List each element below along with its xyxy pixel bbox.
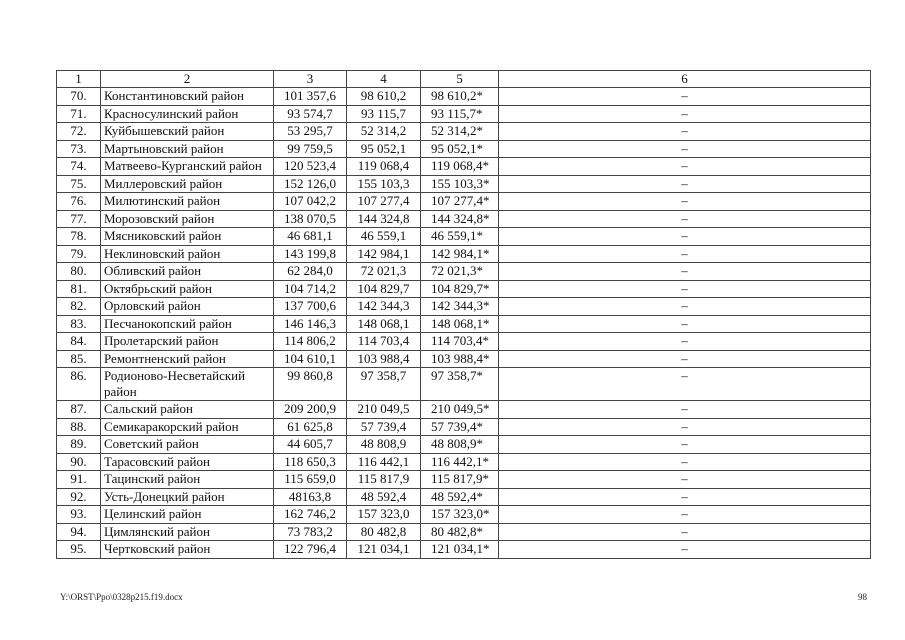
- table-row: [57, 401, 871, 419]
- row-number: 93.: [57, 506, 101, 524]
- note-col-6: –: [499, 193, 871, 211]
- note-col-6: –: [499, 541, 871, 559]
- value-col-3: 209 200,9: [274, 401, 347, 419]
- value-col-5: 48 808,9*: [421, 436, 499, 454]
- value-col-5: 119 068,4*: [421, 158, 499, 176]
- value-col-5: 114 703,4*: [421, 333, 499, 351]
- value-col-3: 101 357,6: [274, 88, 347, 106]
- table-row: [57, 88, 871, 106]
- value-col-5: 46 559,1*: [421, 228, 499, 246]
- value-col-4: 103 988,4: [347, 350, 421, 368]
- column-header-3: 3: [274, 71, 347, 88]
- district-name: Куйбышевский район: [101, 123, 274, 141]
- value-col-5: 57 739,4*: [421, 418, 499, 436]
- table-row: [57, 280, 871, 298]
- table-row: [57, 506, 871, 524]
- value-col-4: 116 442,1: [347, 453, 421, 471]
- row-number: 74.: [57, 158, 101, 176]
- value-col-5: 48 592,4*: [421, 488, 499, 506]
- value-col-3: 107 042,2: [274, 193, 347, 211]
- table-row: [57, 123, 871, 141]
- district-name: Милютинский район: [101, 193, 274, 211]
- value-col-3: 122 796,4: [274, 541, 347, 559]
- row-number: 95.: [57, 541, 101, 559]
- column-header-4: 4: [347, 71, 421, 88]
- district-name: Мартыновский район: [101, 140, 274, 158]
- value-col-4: 98 610,2: [347, 88, 421, 106]
- value-col-5: 210 049,5*: [421, 401, 499, 419]
- value-col-4: 119 068,4: [347, 158, 421, 176]
- district-name: Миллеровский район: [101, 175, 274, 193]
- row-number: 90.: [57, 453, 101, 471]
- note-col-6: –: [499, 401, 871, 419]
- value-col-3: 138 070,5: [274, 210, 347, 228]
- value-col-5: 72 021,3*: [421, 263, 499, 281]
- row-number: 86.: [57, 368, 101, 401]
- footer-file-path: Y:\ORST\Ppo\0328p215.f19.docx: [60, 592, 183, 602]
- note-col-6: –: [499, 333, 871, 351]
- value-col-4: 95 052,1: [347, 140, 421, 158]
- note-col-6: –: [499, 506, 871, 524]
- note-col-6: –: [499, 298, 871, 316]
- table-row: [57, 453, 871, 471]
- district-name: Тарасовский район: [101, 453, 274, 471]
- table-row: [57, 488, 871, 506]
- district-name: Семикаракорский район: [101, 418, 274, 436]
- note-col-6: –: [499, 368, 871, 401]
- district-name: Октябрьский район: [101, 280, 274, 298]
- row-number: 89.: [57, 436, 101, 454]
- district-name: Тацинский район: [101, 471, 274, 489]
- table-row: [57, 105, 871, 123]
- note-col-6: –: [499, 315, 871, 333]
- note-col-6: –: [499, 418, 871, 436]
- table-body: [57, 88, 871, 559]
- table-row: [57, 140, 871, 158]
- value-col-5: 95 052,1*: [421, 140, 499, 158]
- row-number: 85.: [57, 350, 101, 368]
- note-col-6: –: [499, 488, 871, 506]
- table-row: [57, 245, 871, 263]
- table-row: [57, 158, 871, 176]
- value-col-4: 148 068,1: [347, 315, 421, 333]
- note-col-6: –: [499, 88, 871, 106]
- value-col-5: 148 068,1*: [421, 315, 499, 333]
- district-name: Усть-Донецкий район: [101, 488, 274, 506]
- value-col-5: 107 277,4*: [421, 193, 499, 211]
- value-col-4: 97 358,7: [347, 368, 421, 401]
- district-name: Неклиновский район: [101, 245, 274, 263]
- district-name: Родионово-Несветайский район: [101, 368, 274, 401]
- row-number: 71.: [57, 105, 101, 123]
- note-col-6: –: [499, 350, 871, 368]
- row-number: 70.: [57, 88, 101, 106]
- table-row: [57, 315, 871, 333]
- district-name: Цимлянский район: [101, 523, 274, 541]
- table-row: [57, 471, 871, 489]
- table-row: [57, 333, 871, 351]
- district-name: Орловский район: [101, 298, 274, 316]
- note-col-6: –: [499, 228, 871, 246]
- value-col-4: 107 277,4: [347, 193, 421, 211]
- value-col-3: 46 681,1: [274, 228, 347, 246]
- note-col-6: –: [499, 523, 871, 541]
- value-col-3: 53 295,7: [274, 123, 347, 141]
- value-col-5: 97 358,7*: [421, 368, 499, 401]
- note-col-6: –: [499, 453, 871, 471]
- value-col-5: 80 482,8*: [421, 523, 499, 541]
- value-col-3: 120 523,4: [274, 158, 347, 176]
- district-name: Обливский район: [101, 263, 274, 281]
- note-col-6: –: [499, 123, 871, 141]
- value-col-5: 98 610,2*: [421, 88, 499, 106]
- value-col-5: 104 829,7*: [421, 280, 499, 298]
- note-col-6: –: [499, 105, 871, 123]
- value-col-3: 104 714,2: [274, 280, 347, 298]
- table-row: [57, 210, 871, 228]
- row-number: 75.: [57, 175, 101, 193]
- row-number: 82.: [57, 298, 101, 316]
- value-col-3: 162 746,2: [274, 506, 347, 524]
- district-name: Матвеево-Курганский район: [101, 158, 274, 176]
- note-col-6: –: [499, 210, 871, 228]
- value-col-5: 157 323,0*: [421, 506, 499, 524]
- value-col-5: 142 984,1*: [421, 245, 499, 263]
- value-col-4: 157 323,0: [347, 506, 421, 524]
- value-col-3: 93 574,7: [274, 105, 347, 123]
- value-col-3: 61 625,8: [274, 418, 347, 436]
- value-col-5: 116 442,1*: [421, 453, 499, 471]
- value-col-5: 121 034,1*: [421, 541, 499, 559]
- table-row: [57, 436, 871, 454]
- column-header-2: 2: [101, 71, 274, 88]
- district-name: Морозовский район: [101, 210, 274, 228]
- value-col-3: 115 659,0: [274, 471, 347, 489]
- data-table: [56, 70, 871, 559]
- value-col-3: 118 650,3: [274, 453, 347, 471]
- value-col-4: 57 739,4: [347, 418, 421, 436]
- table-row: [57, 541, 871, 559]
- note-col-6: –: [499, 471, 871, 489]
- value-col-4: 80 482,8: [347, 523, 421, 541]
- value-col-4: 48 592,4: [347, 488, 421, 506]
- note-col-6: –: [499, 263, 871, 281]
- value-col-4: 142 344,3: [347, 298, 421, 316]
- value-col-4: 46 559,1: [347, 228, 421, 246]
- value-col-4: 144 324,8: [347, 210, 421, 228]
- value-col-4: 104 829,7: [347, 280, 421, 298]
- value-col-3: 104 610,1: [274, 350, 347, 368]
- row-number: 92.: [57, 488, 101, 506]
- note-col-6: –: [499, 175, 871, 193]
- row-number: 79.: [57, 245, 101, 263]
- district-name: Советский район: [101, 436, 274, 454]
- value-col-3: 62 284,0: [274, 263, 347, 281]
- value-col-4: 48 808,9: [347, 436, 421, 454]
- row-number: 78.: [57, 228, 101, 246]
- value-col-4: 115 817,9: [347, 471, 421, 489]
- value-col-5: 52 314,2*: [421, 123, 499, 141]
- value-col-3: 146 146,3: [274, 315, 347, 333]
- value-col-5: 93 115,7*: [421, 105, 499, 123]
- district-name: Сальский район: [101, 401, 274, 419]
- value-col-3: 137 700,6: [274, 298, 347, 316]
- row-number: 91.: [57, 471, 101, 489]
- value-col-3: 99 759,5: [274, 140, 347, 158]
- value-col-4: 210 049,5: [347, 401, 421, 419]
- value-col-4: 52 314,2: [347, 123, 421, 141]
- row-number: 73.: [57, 140, 101, 158]
- value-col-4: 114 703,4: [347, 333, 421, 351]
- district-name: Константиновский район: [101, 88, 274, 106]
- row-number: 80.: [57, 263, 101, 281]
- value-col-3: 152 126,0: [274, 175, 347, 193]
- district-name: Целинский район: [101, 506, 274, 524]
- table-row: [57, 228, 871, 246]
- column-header-5: 5: [421, 71, 499, 88]
- page-number: 98: [858, 592, 867, 602]
- table-row: [57, 350, 871, 368]
- note-col-6: –: [499, 140, 871, 158]
- row-number: 94.: [57, 523, 101, 541]
- district-name: Пролетарский район: [101, 333, 274, 351]
- row-number: 87.: [57, 401, 101, 419]
- note-col-6: –: [499, 280, 871, 298]
- note-col-6: –: [499, 436, 871, 454]
- row-number: 77.: [57, 210, 101, 228]
- row-number: 72.: [57, 123, 101, 141]
- value-col-5: 115 817,9*: [421, 471, 499, 489]
- value-col-4: 155 103,3: [347, 175, 421, 193]
- value-col-4: 121 034,1: [347, 541, 421, 559]
- column-header-6: 6: [499, 71, 871, 88]
- value-col-3: 99 860,8: [274, 368, 347, 401]
- district-name: Песчанокопский район: [101, 315, 274, 333]
- table-row: [57, 523, 871, 541]
- district-name: Чертковский район: [101, 541, 274, 559]
- value-col-3: 114 806,2: [274, 333, 347, 351]
- value-col-3: 44 605,7: [274, 436, 347, 454]
- district-name: Мясниковский район: [101, 228, 274, 246]
- table-row: [57, 193, 871, 211]
- district-name: Ремонтненский район: [101, 350, 274, 368]
- value-col-5: 142 344,3*: [421, 298, 499, 316]
- row-number: 81.: [57, 280, 101, 298]
- value-col-3: 73 783,2: [274, 523, 347, 541]
- table-header-row: [57, 71, 871, 88]
- value-col-3: 48163,8: [274, 488, 347, 506]
- note-col-6: –: [499, 158, 871, 176]
- value-col-4: 93 115,7: [347, 105, 421, 123]
- value-col-5: 155 103,3*: [421, 175, 499, 193]
- row-number: 84.: [57, 333, 101, 351]
- column-header-1: 1: [57, 71, 101, 88]
- row-number: 76.: [57, 193, 101, 211]
- table-row: [57, 298, 871, 316]
- table-row: [57, 263, 871, 281]
- district-name: Красносулинский район: [101, 105, 274, 123]
- value-col-5: 144 324,8*: [421, 210, 499, 228]
- row-number: 88.: [57, 418, 101, 436]
- table-row: [57, 175, 871, 193]
- value-col-3: 143 199,8: [274, 245, 347, 263]
- note-col-6: –: [499, 245, 871, 263]
- value-col-4: 72 021,3: [347, 263, 421, 281]
- value-col-5: 103 988,4*: [421, 350, 499, 368]
- value-col-4: 142 984,1: [347, 245, 421, 263]
- row-number: 83.: [57, 315, 101, 333]
- table-row: [57, 418, 871, 436]
- table-row: [57, 368, 871, 401]
